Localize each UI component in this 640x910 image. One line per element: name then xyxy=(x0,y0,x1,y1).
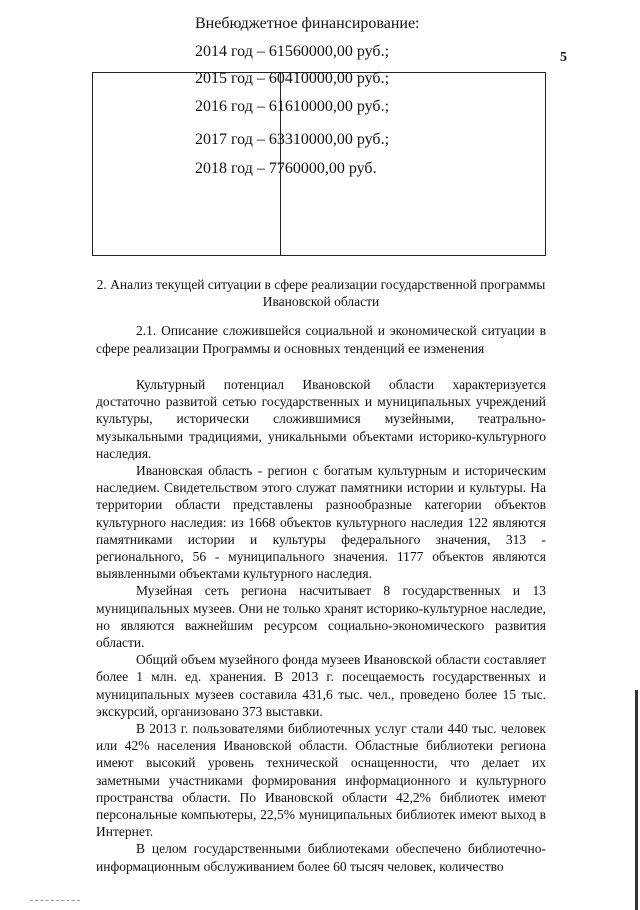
financing-line-2015: 2015 год – 60410000,00 руб.; xyxy=(195,70,390,87)
financing-line-2016: 2016 год – 61610000,00 руб.; xyxy=(195,98,390,115)
section-title: 2. Анализ текущей ситуации в сфере реализации государственной программы Ивановской области xyxy=(96,277,546,309)
scan-edge-shadow xyxy=(635,690,638,910)
paragraph-museum-fund: Общий объем музейного фонда музеев Ивановской области составляет более 1 млн. ед. хранения. В 2013 г. посещаемость государственных и муниципальных музеев составила 431,6 тыс. чел., проведено более 15 тыс. экскурсий, организовано 373 выставки. xyxy=(96,652,546,719)
paragraph-cultural-potential: Культурный потенциал Ивановской области характеризуется достаточно развитой сетью государственных и муниципальных учреждений культуры, исторически сложившимися музейными, театрально-музыкальными традициями, уникальными объектами историко-культурного наследия. xyxy=(96,377,546,461)
subsection-title: 2.1. Описание сложившейся социальной и экономической ситуации в сфере реализации Программы и основных тенденций ее изменения xyxy=(96,323,546,356)
financing-line-2014: 2014 год – 61560000,00 руб.; xyxy=(195,43,390,60)
body-text xyxy=(96,376,546,875)
paragraph-libraries: В 2013 г. пользователями библиотечных услуг стали 440 тыс. человек или 42% населения Ивановской области. Областные библиотеки региона имеют высокий уровень технической оснащенности, что делает их заметными участниками формирования информационного и культурного пространства области. По Ивановской области 42,2% библиотек имеют персональные компьютеры, 22,5% муниципальных библиотек имеют выход в Интернет. xyxy=(96,721,546,840)
paragraph-heritage: Ивановская область - регион с богатым культурным и историческим наследием. Свидетельством этого служат памятники истории и культуры. На территории области представлены разнообразные категории объектов культурного наследия: из 1668 объектов культурного наследия 122 являются памятниками истории и культуры федерального значения, 313 - регионального, 56 - муниципального значения. 1177 объектов являются выявленными объектами культурного наследия. xyxy=(96,463,546,582)
page-number: 5 xyxy=(560,50,567,65)
financing-line-2018: 2018 год – 7760000,00 руб. xyxy=(195,160,377,177)
paragraph-museum-network: Музейная сеть региона насчитывает 8 государственных и 13 муниципальных музеев. Они не только хранят историко-культурное наследие, но являются важнейшим ресурсом социально-экономического развития области. xyxy=(96,583,546,651)
paragraph-library-service: В целом государственными библиотеками обеспечено библиотечно-информационным обслуживанием более 60 тысяч человек, количество xyxy=(96,841,546,874)
financing-heading: Внебюджетное финансирование: xyxy=(195,15,420,32)
financing-line-2017: 2017 год – 63310000,00 руб.; xyxy=(195,131,390,148)
footer-scan-mark xyxy=(30,900,80,901)
